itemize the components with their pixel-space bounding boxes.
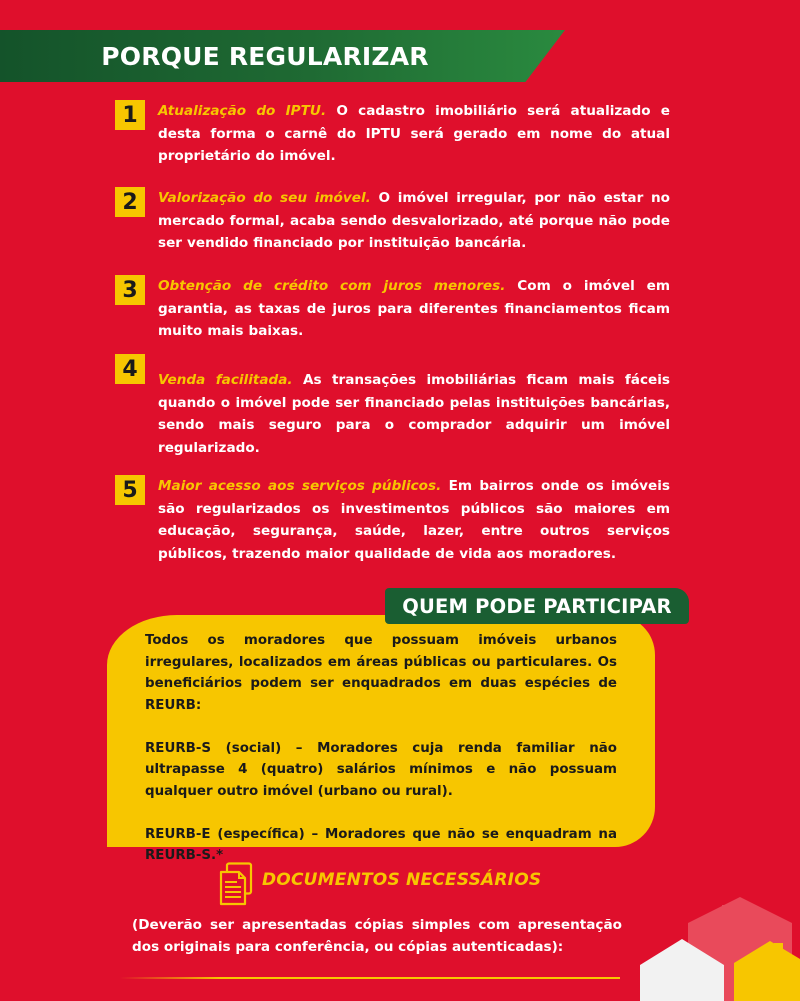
number-badge: 4: [115, 354, 145, 384]
paragraph: REURB-S (social) – Moradores cuja renda familiar não ultrapasse 4 (quatro) salários mínimos e não possuam qualquer outro imóvel (urbano ou rural).: [145, 740, 617, 799]
list-item: [115, 475, 670, 565]
list-item: [115, 100, 670, 168]
item-text: [158, 275, 670, 343]
item-description: O cadastro imobiliário será atualizado e desta forma o carnê do IPTU será gerado em nome do atual proprietário do imóvel.: [158, 103, 670, 164]
item-title: Venda facilitada.: [158, 372, 293, 388]
number-badge: 3: [115, 275, 145, 305]
paragraph: REURB-E (específica) – Moradores que não se enquadram na REURB-S.*: [145, 826, 617, 863]
number-badge: 2: [115, 187, 145, 217]
item-title: Atualização do IPTU.: [158, 103, 327, 119]
paragraph: Todos os moradores que possuam imóveis urbanos irregulares, localizados em áreas públicas ou particulares. Os beneficiários podem ser enquadrados em duas espécies de REURB:: [145, 633, 617, 713]
item-title: Obtenção de crédito com juros menores.: [158, 278, 506, 294]
documents-note: (Deverão ser apresentadas cópias simples com apresentação dos originais para conferência, ou cópias autenticadas):: [132, 917, 622, 955]
who-text: [145, 630, 617, 888]
item-title: Valorização do seu imóvel.: [158, 190, 371, 206]
item-text: [158, 100, 670, 168]
item-description: As transações imobiliárias ficam mais fáceis quando o imóvel pode ser financiado pelas instituições bancárias, sendo mais seguro para o comprador adquirir um imóvel regularizado.: [158, 372, 670, 456]
documents-icon: [217, 862, 255, 906]
divider: [120, 977, 620, 979]
houses-illustration: [620, 895, 800, 1001]
list-item: [115, 275, 670, 343]
item-title: Maior acesso aos serviços públicos.: [158, 478, 442, 494]
documents-title: DOCUMENTOS NECESSÁRIOS: [262, 870, 542, 890]
list-item: [115, 187, 670, 255]
item-text: [158, 187, 670, 255]
item-text: [158, 354, 670, 459]
item-description: Com o imóvel em garantia, as taxas de juros para diferentes financiamentos ficam muito mais baixas.: [158, 278, 670, 339]
item-description: Em bairros onde os imóveis são regularizados os investimentos públicos são maiores em educação, segurança, saúde, lazer, entre outros serviços públicos, trazendo maior qualidade de vida aos moradores.: [158, 478, 670, 562]
item-text: [158, 475, 670, 565]
item-description: O imóvel irregular, por não estar no mercado formal, acaba sendo desvalorizado, até porque não pode ser vendido financiado por instituição bancária.: [158, 190, 670, 251]
page-title: PORQUE REGULARIZAR: [101, 41, 429, 71]
number-badge: 1: [115, 100, 145, 130]
section-title: QUEM PODE PARTICIPAR: [402, 594, 672, 618]
number-badge: 5: [115, 475, 145, 505]
list-item: [115, 354, 670, 459]
